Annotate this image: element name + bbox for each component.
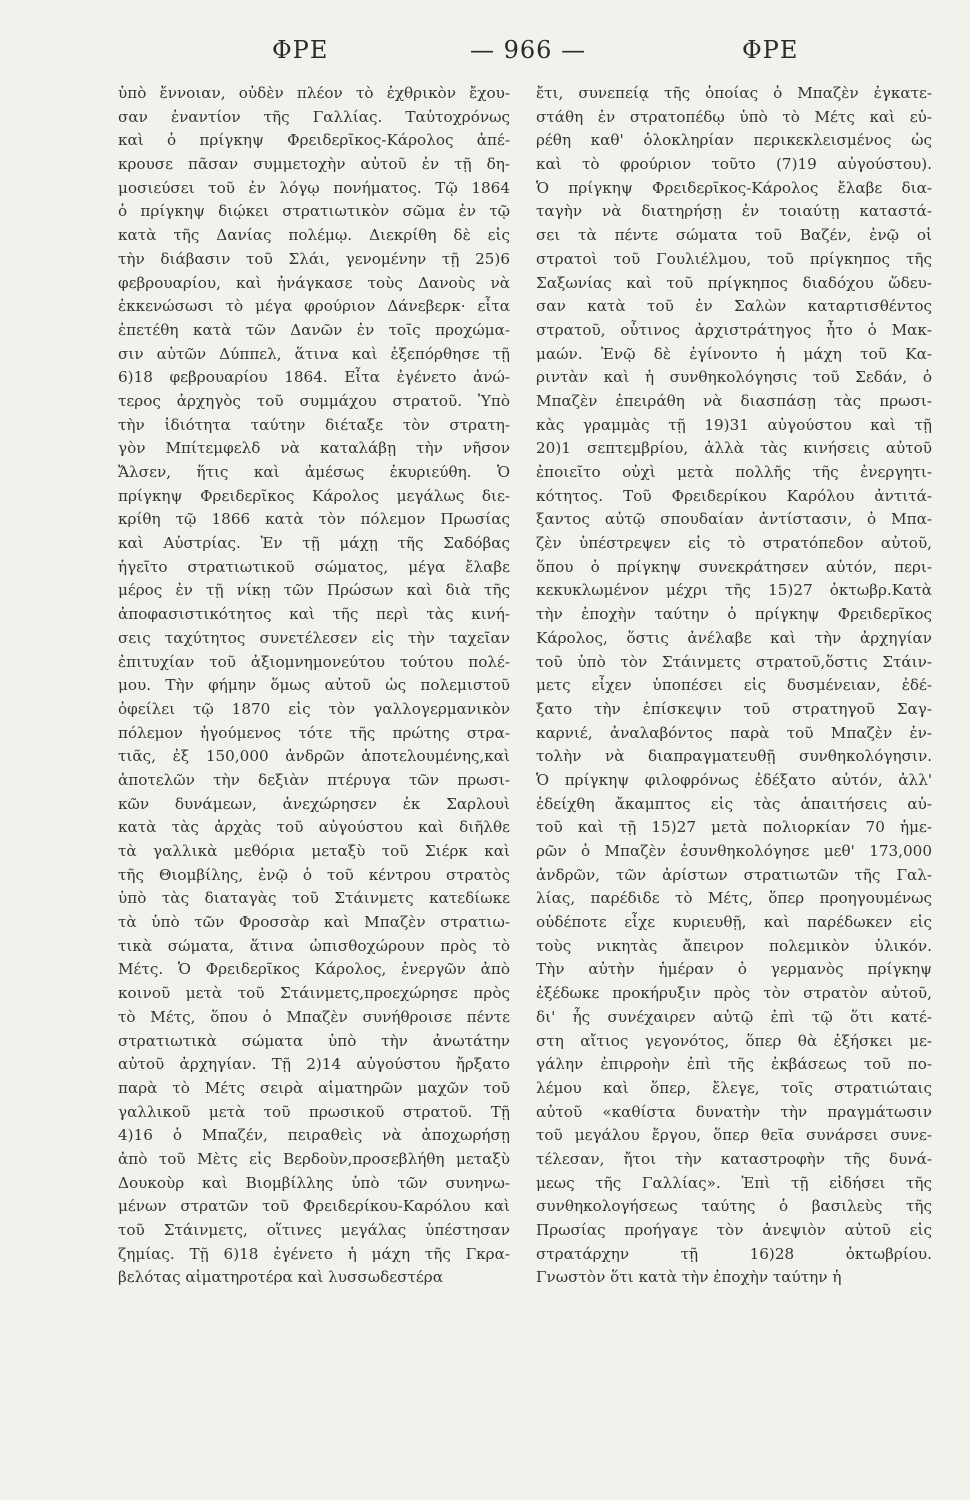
- text-line: κεκυκλωμένον μέχρι τῆς 15)27 ὀκτωβρ.Κατὰ: [536, 581, 932, 600]
- text-line: Γνωστὸν ὅτι κατὰ τὴν ἐποχὴν ταύτην ἡ: [536, 1268, 842, 1287]
- text-line: ἀνδρῶν, τῶν ἀρίστων στρατιωτῶν τῆς Γαλ-: [536, 865, 932, 884]
- text-line: δι' ἧς συνέχαιρεν αὐτῷ ἐπὶ τῷ ὅτι κατέ-: [536, 1007, 932, 1026]
- text-line: μετς εἶχεν ὑποπέσει εἰς δυσμένειαν, ἐδέ-: [536, 676, 932, 695]
- text-line: Πρωσίας προήγαγε τὸν ἀνεψιὸν αὐτοῦ εἰς: [536, 1221, 932, 1239]
- text-line: ρέθη καθ' ὁλοκληρίαν περικεκλεισμένος ὡς: [536, 131, 932, 150]
- text-line: καὶ Αὐστρίας. Ἐν τῇ μάχῃ τῆς Σαδόβας: [118, 534, 510, 553]
- text-line: τολὴν νὰ διαπραγματευθῇ συνθηκολόγησιν.: [536, 747, 932, 766]
- text-line: ξαντος αὐτῷ σπουδαίαν ἀντίστασιν, ὁ Μπα-: [536, 510, 932, 529]
- text-line: λέμου καὶ ὅπερ, ἔλεγε, τοῖς στρατιώταις: [536, 1078, 932, 1097]
- text-line: ἔτι, συνεπείᾳ τῆς ὁποίας ὁ Μπαζὲν ἐγκατε-: [536, 84, 932, 102]
- text-line: τοὺς νικητὰς ἄπειρον πολεμικὸν ὑλικόν.: [536, 936, 932, 955]
- text-line: Μέτς. Ὁ Φρειδερῖκος Κάρολος, ἐνεργῶν ἀπὸ: [118, 960, 510, 979]
- text-line: στρατιωτικὰ σώματα ὑπὸ τὴν ἀνωτάτην: [118, 1031, 510, 1050]
- text-line: μέρος ἐν τῇ νίκῃ τῶν Πρώσων καὶ διὰ τῆς: [118, 581, 510, 600]
- text-line: στρατοῦ, οὗτινος ἀρχιστράτηγος ἦτο ὁ Μακ-: [536, 320, 932, 339]
- text-line: αὐτοῦ ἀρχηγίαν. Τῇ 2)14 αὐγούστου ἤρξατο: [118, 1055, 510, 1074]
- text-line: ἀποφασιστικότητος καὶ τῆς περὶ τὰς κινή-: [118, 605, 510, 624]
- text-line: πρίγκηψ Φρειδερῖκος Κάρολος μεγάλως διε-: [118, 486, 510, 505]
- text-line: καὶ τὸ φρούριον τοῦτο (7)19 αὐγούστου).: [536, 155, 932, 174]
- text-line: ζὲν ὑπέστρεψεν εἰς τὸ στρατόπεδον αὐτοῦ,: [536, 534, 932, 553]
- text-line: τὴν ἐποχὴν ταύτην ὁ πρίγκηψ Φρειδερῖκος: [536, 605, 932, 624]
- text-line: τὴν ἰδιότητα ταύτην διέταξε τὸν στρατη-: [118, 415, 510, 434]
- text-line: Σαξωνίας καὶ τοῦ πρίγκηπος διαδόχου ὥδευ-: [536, 273, 932, 292]
- text-line: μεως τῆς Γαλλίας». Ἐπὶ τῇ εἰδήσει τῆς: [536, 1173, 932, 1192]
- text-line: ζημίας. Τῇ 6)18 ἐγένετο ἡ μάχη τῆς Γκρα-: [118, 1244, 510, 1263]
- text-line: 6)18 φεβρουαρίου 1864. Εἶτα ἐγένετο ἀνώ-: [118, 368, 510, 387]
- text-line: καρνιέ, ἀναλαβόντος παρὰ τοῦ Μπαζὲν ἐν-: [536, 723, 932, 742]
- text-line: μοσιεύσει τοῦ ἐν λόγῳ πονήματος. Τῷ 1864: [118, 178, 510, 197]
- text-line: Ὁ πρίγκηψ φιλοφρόνως ἐδέξατο αὐτόν, ἀλλ': [536, 770, 932, 789]
- page-number: — 966 —: [470, 36, 587, 64]
- text-line: ὑπὸ ἔννοιαν, οὐδὲν πλέον τὸ ἐχθρικὸν ἔχου-: [118, 84, 510, 102]
- text-line: ἡγεῖτο στρατιωτικοῦ σώματος, μέγα ἔλαβε: [118, 557, 510, 576]
- text-line: ρῶν ὁ Μπαζὲν ἐσυνθηκολόγησε μεθ' 173,000: [536, 842, 932, 860]
- text-line: καὶ ὁ πρίγκηψ Φρειδερῖκος-Κάρολος ἀπέ-: [118, 131, 510, 150]
- text-line: τὴν διάβασιν τοῦ Σλάι, γενομένην τῇ 25)6: [118, 249, 510, 268]
- text-line: ταγὴν νὰ διατηρήσῃ ἐν τοιαύτῃ καταστά-: [536, 202, 932, 221]
- text-line: πόλεμον ἡγούμενος τότε τῆς πρώτης στρα-: [118, 723, 510, 742]
- text-line: Ὁ πρίγκηψ Φρειδερῖκος-Κάρολος ἔλαβε δια-: [536, 178, 932, 197]
- text-line: γάλην ἐπιρροὴν ἐπὶ τῆς ἐκβάσεως τοῦ πο-: [536, 1055, 932, 1074]
- text-line: τῆς Θιομβίλης, ἐνῷ ὁ τοῦ κέντρου στρατὸς: [118, 865, 510, 884]
- text-line: κότητος. Τοῦ Φρειδερίκου Καρόλου ἀντιτά-: [536, 486, 932, 505]
- text-line: συνθηκολογήσεως ταύτης ὁ βασιλεὺς τῆς: [536, 1197, 932, 1216]
- text-line: γὸν Μπίτεμφελδ νὰ καταλάβῃ τὴν νῆσον: [118, 439, 510, 458]
- text-line: Τὴν αὐτὴν ἡμέραν ὁ γερμανὸς πρίγκηψ: [536, 960, 932, 979]
- text-line: σει τὰ πέντε σώματα τοῦ Βαζέν, ἐνῷ οἱ: [536, 226, 932, 245]
- text-line: ἀπὸ τοῦ Μὲτς εἰς Βερδοὺν,προσεβλήθη μεταξὺ: [118, 1149, 510, 1168]
- text-line: κρίθη τῷ 1866 κατὰ τὸν πόλεμον Πρωσίας: [118, 510, 510, 529]
- text-line: σεις ταχύτητος συνετέλεσεν εἰς τὴν ταχεῖαν: [118, 628, 510, 647]
- left-text-column: [118, 82, 510, 1290]
- text-line: τοῦ Στάινμετς, οἵτινες μεγάλας ὑπέστησαν: [118, 1221, 510, 1239]
- text-line: ὅπου ὁ πρίγκηψ συνεκράτησεν αὐτόν, περι-: [536, 557, 932, 576]
- text-line: 4)16 ὁ Μπαζέν, πειραθεὶς νὰ ἀποχωρήσῃ: [118, 1126, 510, 1145]
- text-line: ὑπὸ τὰς διαταγὰς τοῦ Στάινμετς κατεδίωκε: [118, 889, 510, 908]
- text-line: ὀφείλει τῷ 1870 εἰς τὸν γαλλογερμανικὸν: [118, 699, 510, 718]
- text-line: τοῦ καὶ τῇ 15)27 μετὰ πολιορκίαν 70 ἡμε-: [536, 818, 932, 837]
- text-line: ἐπιτυχίαν τοῦ ἀξιομνημονεύτου τούτου πολέ-: [118, 652, 510, 671]
- text-line: τιᾶς, ἐξ 150,000 ἀνδρῶν ἀποτελουμένης,καὶ: [118, 747, 510, 766]
- text-line: Κάρολος, ὅστις ἀνέλαβε καὶ τὴν ἀρχηγίαν: [536, 628, 932, 647]
- text-line: φεβρουαρίου, καὶ ἠνάγκασε τοὺς Δανοὺς νὰ: [118, 273, 510, 292]
- text-line: ἐκκενώσωσι τὸ μέγα φρούριον Δάνεβερκ· εἶτα: [118, 297, 510, 316]
- text-line: μαών. Ἐνῷ δὲ ἐγίνοντο ἡ μάχη τοῦ Κα-: [536, 344, 932, 363]
- text-line: σιν αὐτῶν Δύππελ, ἅτινα καὶ ἐξεπόρθησε τῇ: [118, 344, 510, 363]
- text-line: τοῦ μεγάλου ἔργου, ὅπερ θεῖα συνάρσει συνε-: [536, 1126, 932, 1145]
- text-line: μου. Τὴν φήμην ὅμως αὐτοῦ ὡς πολεμιστοῦ: [118, 676, 510, 695]
- text-line: Δουκοὺρ καὶ Βιομβίλλης ὑπὸ τῶν συνηνω-: [118, 1173, 510, 1192]
- text-line: τὸ Μέτς, ὅπου ὁ Μπαζὲν συνήθροισε πέντε: [118, 1007, 510, 1026]
- text-line: 20)1 σεπτεμβρίου, ἀλλὰ τὰς κινήσεις αὐτοῦ: [536, 439, 932, 458]
- text-line: στη αἴτιος γεγονότος, ὅπερ θὰ ἐξήσκει με-: [536, 1031, 932, 1050]
- text-line: ὁ πρίγκηψ διῴκει στρατιωτικὸν σῶμα ἐν τῷ: [118, 202, 510, 221]
- text-line: κατὰ τὰς ἀρχὰς τοῦ αὐγούστου καὶ διῆλθε: [118, 818, 510, 837]
- text-line: μένων στρατῶν τοῦ Φρειδερίκου-Καρόλου καὶ: [118, 1197, 510, 1216]
- text-line: βελότας αἱματηροτέρα καὶ λυσσωδεστέρα: [118, 1268, 443, 1287]
- text-line: ἐποιεῖτο οὐχὶ μετὰ πολλῆς τῆς ἐνεργητι-: [536, 463, 932, 481]
- text-line: κρουσε πᾶσαν συμμετοχὴν αὐτοῦ ἐν τῇ δη-: [118, 155, 510, 174]
- text-line: ξατο τὴν ἐπίσκεψιν τοῦ στρατηγοῦ Σαγ-: [536, 699, 932, 718]
- text-line: στρατάρχην τῇ 16)28 ὀκτωβρίου.: [536, 1244, 932, 1263]
- text-line: ἐπετέθη κατὰ τῶν Δανῶν ἐν τοῖς προχώμα-: [118, 320, 510, 339]
- header-left-keyword: ΦΡΕ: [272, 36, 329, 64]
- text-line: ἐξέδωκε προκήρυξιν πρὸς τὸν στρατὸν αὐτοῦ,: [536, 984, 932, 1003]
- text-line: σαν ἐναντίον τῆς Γαλλίας. Ταὐτοχρόνως: [118, 107, 510, 126]
- page-header: [0, 36, 970, 76]
- text-line: αὐτοῦ «καθίστα δυνατὴν τὴν πραγμάτωσιν: [536, 1102, 932, 1121]
- header-right-keyword: ΦΡΕ: [742, 36, 799, 64]
- text-line: ἀποτελῶν τὴν δεξιὰν πτέρυγα τῶν πρωσι-: [118, 770, 510, 789]
- text-line: σαν κατὰ τοῦ ἐν Σαλὼν καταρτισθέντος: [536, 297, 932, 316]
- text-line: τέλεσαν, ἤτοι τὴν καταστροφὴν τῆς δυνά-: [536, 1149, 932, 1168]
- text-line: γαλλικοῦ μετὰ τοῦ πρωσικοῦ στρατοῦ. Τῇ: [118, 1102, 510, 1121]
- text-line: ριντὰν καὶ ἡ συνθηκολόγησις τοῦ Σεδάν, ὁ: [536, 368, 932, 387]
- text-line: κατὰ τῆς Δανίας πολέμῳ. Διεκρίθη δὲ εἰς: [118, 226, 510, 245]
- text-line: κοινοῦ μετὰ τοῦ Στάινμετς,προεχώρησε πρὸς: [118, 984, 510, 1003]
- text-line: τὰ ὑπὸ τῶν Φροσσὰρ καὶ Μπαζὲν στρατιω-: [118, 913, 510, 932]
- text-line: Ἄλσεν, ἥτις καὶ ἀμέσως ἐκυριεύθη. Ὁ: [118, 463, 510, 481]
- text-line: οὐδέποτε εἶχε κυριευθῇ, καὶ παρέδωκεν εἰς: [536, 913, 932, 932]
- right-text-column: [536, 82, 932, 1290]
- text-line: ἐδείχθη ἄκαμπτος εἰς τὰς ἀπαιτήσεις αὐ-: [536, 794, 932, 813]
- text-line: τὰ γαλλικὰ μεθόρια μεταξὺ τοῦ Σιέρκ καὶ: [118, 842, 510, 860]
- text-line: στρατοὶ τοῦ Γουλιέλμου, τοῦ πρίγκηπος τῆς: [536, 249, 932, 268]
- text-line: Μπαζὲν ἐπειράθη νὰ διασπάσῃ τὰς πρωσι-: [536, 391, 932, 410]
- text-line: τοῦ ὑπὸ τὸν Στάινμετς στρατοῦ,ὅστις Στάιν-: [536, 652, 932, 671]
- text-line: τερος ἀρχηγὸς τοῦ συμμάχου στρατοῦ. Ὑπὸ: [118, 391, 510, 410]
- text-line: κῶν δυνάμεων, ἀνεχώρησεν ἐκ Σαρλουὶ: [118, 794, 510, 813]
- text-line: στάθη ἐν στρατοπέδῳ ὑπὸ τὸ Μέτς καὶ εὑ-: [536, 107, 932, 126]
- text-line: κὰς γραμμὰς τῇ 19)31 αὐγούστου καὶ τῇ: [536, 415, 932, 434]
- text-line: λίας, παρέδιδε τὸ Μέτς, ὅπερ προηγουμένως: [536, 889, 932, 908]
- text-line: παρὰ τὸ Μέτς σειρὰ αἱματηρῶν μαχῶν τοῦ: [118, 1078, 510, 1097]
- text-line: τικὰ σώματα, ἅτινα ὠπισθοχώρουν πρὸς τὸ: [118, 936, 510, 955]
